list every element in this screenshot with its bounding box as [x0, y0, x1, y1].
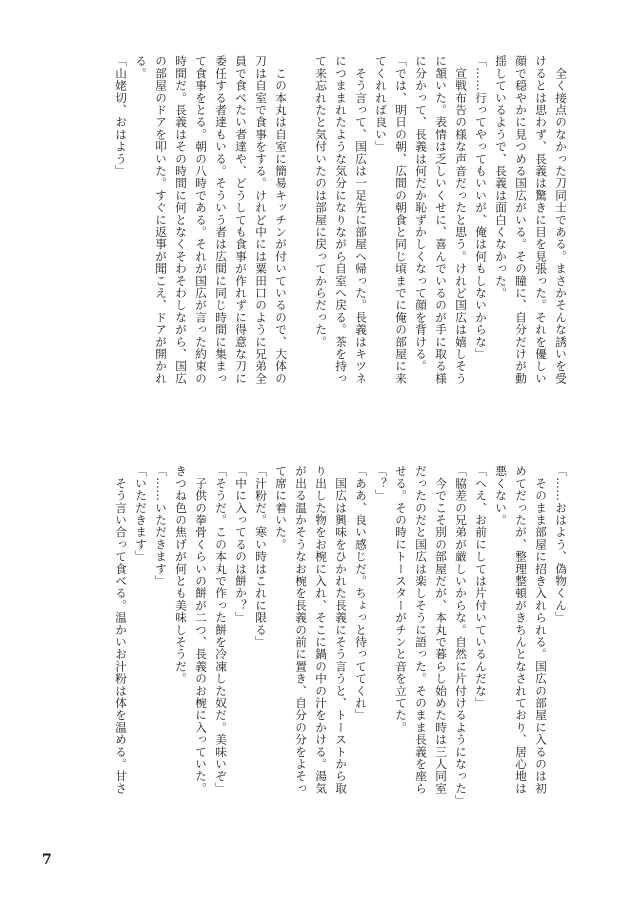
text-line: そのまま部屋に招き入れられる。国広の部屋に入るのは初: [534, 465, 548, 795]
text-line: 委任する者達もいる。そういう者は広間に同じ時間に集まっ: [214, 55, 228, 385]
text-line: り出した物をお椀に入れ、そこに鍋の中の汁をかける。湯気: [314, 465, 328, 795]
text-line: めてだったが、整理整頓がきちんとなされており、居心地は: [514, 465, 528, 795]
text-line: そう言って、国広は一足先に部屋へ帰った。長義はキツネ: [354, 55, 368, 385]
text-line: 刀は自室で食事をする。けれど中には粟田口のように兄弟全: [254, 55, 268, 385]
text-line: 「脇差の兄弟が厳しいからな。自然に片付けるようになった」: [454, 465, 468, 807]
text-line: この本丸は自室に簡易キッチンが付いているので、大体の: [274, 55, 288, 385]
text-line: 「ああ、良い感じだ。ちょっと待っててくれ」: [354, 465, 368, 722]
text-line: 「では、明日の朝、広間の朝食と同じ頃までに俺の部屋に来: [394, 55, 408, 385]
text-line: てくれれば良い」: [374, 55, 388, 153]
text-line: 「汁粉だ。寒い時はこれに限る」: [254, 465, 268, 648]
text-line: 「山姥切、おはよう」: [114, 55, 128, 177]
text-line: 揺しているようで、長義は面白くなかった。: [494, 55, 508, 299]
text-line: 員で食べたい者達や、どうしても食事が作れずに得意な刀に: [234, 55, 248, 385]
text-line: に頷いた。表情は乏しいくせに、喜んでいるのが手に取る様: [434, 55, 448, 385]
text-line: [291, 55, 311, 420]
text-line: につままれたような気分になりながら自室へ戻る。茶を持っ: [334, 55, 348, 385]
text-line: 「へえ、お前にしては片付いているんだな」: [474, 465, 488, 709]
text-line: る。: [134, 55, 148, 80]
text-line: 国広は興味をひかれた長義にそう言うと、トーストから取: [334, 465, 348, 795]
text-line: 今でこそ別の部屋だが、本丸で暮らし始めた時は三人同室: [434, 465, 448, 795]
text-line: の部屋のドアを叩いた。すぐに返事が聞こえ、ドアが開かれ: [154, 55, 168, 385]
text-block-bottom: [61, 465, 571, 840]
text-line: 「いただきます」: [134, 465, 148, 563]
text-line: て食事をとる。朝の八時である。それが国広が言った約束の: [194, 55, 208, 385]
text-line: 「？」: [374, 465, 388, 502]
text-line: 「そうだ。この本丸で作った餅を冷凍した奴だ。美味いぞ」: [214, 465, 228, 795]
text-line: 顔で穏やかに見つめる国広がいる。その瞳に、自分だけが動: [514, 55, 528, 385]
text-line: 「……行ってやってもいいが、俺は何もしないからな」: [474, 55, 488, 360]
text-line: 子供の拳骨くらいの餅が二つ、長義のお椀に入っていた。: [194, 465, 208, 795]
text-line: 時間だ。長義はその時間に何となくそわそわしながら、国広: [174, 55, 188, 385]
text-line: て席に着いた。: [274, 465, 288, 551]
text-line: 悪くない。: [494, 465, 508, 526]
text-line: 宣戦布告の様な声音だったと思う。けれど国広は嬉しそう: [454, 55, 468, 385]
text-line: きつね色の焦げが何とも美味しそうだ。: [174, 465, 188, 685]
text-line: そう言い合って食べる。温かいお汁粉は体を温める。甘さ: [114, 465, 128, 795]
text-line: が出る温かそうなお椀を長義の前に置き、自分の分をよそっ: [294, 465, 308, 795]
text-line: 「……いただきます」: [154, 465, 168, 587]
text-line: せる。その時にトースターがチンと音を立てた。: [394, 465, 408, 734]
text-line: だったのだと国広は楽しそうに語った。そのまま長義を座ら: [414, 465, 428, 795]
text-line: 全く接点のなかった刀同士である。まさかそんな誘いを受: [554, 55, 568, 385]
text-line: けるとは思わず、長義は驚きに目を見張った。それを優しい: [534, 55, 548, 385]
text-block-top: [61, 55, 571, 420]
text-line: に分かって、長義は何だか恥ずかしくなって顔を背ける。: [414, 55, 428, 373]
text-line: 「……おはよう、偽物くん」: [554, 465, 568, 624]
page-number: 7: [42, 852, 52, 868]
text-line: て来忘れたと気付いたのは部屋に戻ってからだった。: [314, 55, 328, 348]
text-line: 「中に入ってるのは餅か？」: [234, 465, 248, 624]
